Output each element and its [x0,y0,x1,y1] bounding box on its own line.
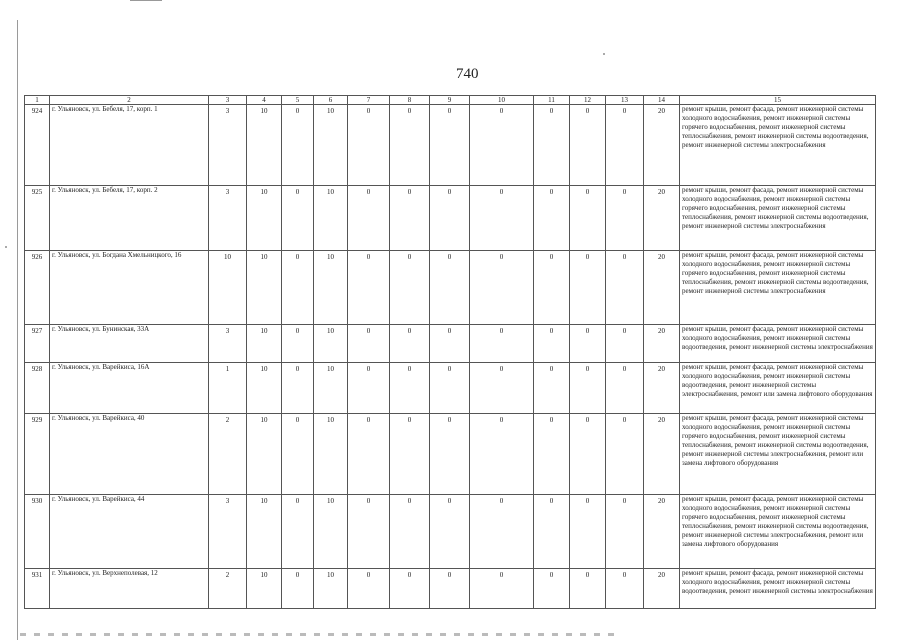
address-cell: г. Ульяновск, ул. Бебеля, 17, корп. 2 [50,186,209,251]
works-cell: ремонт крыши, ремонт фасада, ремонт инженерной системы холодного водоснабжения, ремонт инженерной системы горячего водоснабжения, ремонт инженерной системы теплоснабжения, ремонт инженерной системы водоотведения, ремонт инженерной системы электроснабжения [680,251,876,325]
page-number: 740 [456,66,479,82]
value-cell: 0 [470,325,534,363]
value-cell: 0 [390,105,430,186]
column-header: 9 [430,96,470,105]
value-cell: 0 [282,186,314,251]
works-cell: ремонт крыши, ремонт фасада, ремонт инженерной системы холодного водоснабжения, ремонт инженерной системы горячего водоснабжения, ремонт инженерной системы теплоснабжения, ремонт инженерной системы водоотведения, ремонт инженерной системы электроснабжения, ремонт или замена лифтового оборудования [680,495,876,569]
value-cell: 10 [314,414,348,495]
value-cell: 0 [282,414,314,495]
value-cell: 10 [247,495,282,569]
repair-program-table [24,95,876,609]
value-cell: 2 [209,414,247,495]
value-cell: 0 [348,414,390,495]
value-cell: 10 [247,363,282,414]
scan-speck [5,246,7,248]
column-header: 7 [348,96,390,105]
value-cell: 0 [390,495,430,569]
value-cell: 0 [282,569,314,609]
value-cell: 20 [644,186,680,251]
value-cell: 0 [570,325,606,363]
table-row [25,251,876,325]
value-cell: 0 [470,569,534,609]
column-header: 6 [314,96,348,105]
value-cell: 3 [209,325,247,363]
value-cell: 0 [348,251,390,325]
table-row [25,414,876,495]
value-cell: 20 [644,251,680,325]
value-cell: 10 [247,186,282,251]
value-cell: 10 [314,363,348,414]
value-cell: 1 [209,363,247,414]
address-cell: г. Ульяновск, ул. Варейкиса, 40 [50,414,209,495]
works-cell: ремонт крыши, ремонт фасада, ремонт инженерной системы холодного водоснабжения, ремонт инженерной системы водоотведения, ремонт инженерной системы электроснабжения [680,569,876,609]
address-cell: г. Ульяновск, ул. Варейкиса, 44 [50,495,209,569]
scan-speck [603,53,605,55]
value-cell: 10 [314,495,348,569]
column-header: 15 [680,96,876,105]
row-number-cell: 930 [25,495,50,569]
works-cell: ремонт крыши, ремонт фасада, ремонт инженерной системы холодного водоснабжения, ремонт инженерной системы водоотведения, ремонт инженерной системы электроснабжения, ремонт или замена лифтового оборудования [680,363,876,414]
value-cell: 0 [534,363,570,414]
table-row [25,495,876,569]
value-cell: 0 [282,363,314,414]
column-header: 8 [390,96,430,105]
column-header: 13 [606,96,644,105]
works-cell: ремонт крыши, ремонт фасада, ремонт инженерной системы холодного водоснабжения, ремонт инженерной системы горячего водоснабжения, ремонт инженерной системы теплоснабжения, ремонт инженерной системы водоотведения, ремонт инженерной системы электроснабжения, ремонт или замена лифтового оборудования [680,414,876,495]
value-cell: 20 [644,569,680,609]
value-cell: 10 [247,414,282,495]
value-cell: 10 [247,251,282,325]
column-header: 5 [282,96,314,105]
value-cell: 0 [390,251,430,325]
value-cell: 3 [209,186,247,251]
value-cell: 10 [247,325,282,363]
column-header: 4 [247,96,282,105]
value-cell: 20 [644,495,680,569]
value-cell: 0 [606,414,644,495]
value-cell: 0 [282,105,314,186]
value-cell: 0 [606,186,644,251]
value-cell: 10 [314,186,348,251]
value-cell: 0 [430,414,470,495]
value-cell: 0 [534,414,570,495]
value-cell: 0 [470,105,534,186]
value-cell: 3 [209,495,247,569]
value-cell: 0 [430,363,470,414]
value-cell: 0 [606,251,644,325]
row-number-cell: 928 [25,363,50,414]
value-cell: 10 [209,251,247,325]
column-header: 14 [644,96,680,105]
value-cell: 0 [430,495,470,569]
value-cell: 0 [570,251,606,325]
value-cell: 10 [314,251,348,325]
value-cell: 0 [534,569,570,609]
value-cell: 0 [348,186,390,251]
value-cell: 0 [606,325,644,363]
row-number-cell: 925 [25,186,50,251]
value-cell: 0 [570,414,606,495]
table-row [25,363,876,414]
value-cell: 0 [534,495,570,569]
value-cell: 0 [430,105,470,186]
scan-edge-artifact [20,633,620,636]
column-header: 1 [25,96,50,105]
value-cell: 20 [644,105,680,186]
column-header: 11 [534,96,570,105]
address-cell: г. Ульяновск, ул. Варейкиса, 16А [50,363,209,414]
column-number-row [25,96,876,105]
value-cell: 0 [570,569,606,609]
value-cell: 20 [644,325,680,363]
value-cell: 0 [390,363,430,414]
scan-mark [130,0,162,1]
column-header: 10 [470,96,534,105]
value-cell: 0 [606,495,644,569]
value-cell: 2 [209,569,247,609]
value-cell: 0 [606,105,644,186]
value-cell: 0 [570,105,606,186]
value-cell: 3 [209,105,247,186]
column-header: 2 [50,96,209,105]
row-number-cell: 924 [25,105,50,186]
value-cell: 0 [534,186,570,251]
works-cell: ремонт крыши, ремонт фасада, ремонт инженерной системы холодного водоснабжения, ремонт инженерной системы водоотведения, ремонт инженерной системы электроснабжения [680,325,876,363]
value-cell: 0 [348,363,390,414]
value-cell: 0 [282,251,314,325]
value-cell: 0 [570,495,606,569]
value-cell: 0 [348,495,390,569]
value-cell: 0 [534,251,570,325]
value-cell: 10 [314,569,348,609]
value-cell: 0 [390,569,430,609]
value-cell: 0 [606,363,644,414]
value-cell: 20 [644,363,680,414]
value-cell: 10 [247,105,282,186]
address-cell: г. Ульяновск, ул. Верхнеполевая, 12 [50,569,209,609]
value-cell: 20 [644,414,680,495]
value-cell: 0 [534,105,570,186]
address-cell: г. Ульяновск, ул. Бунинская, 33А [50,325,209,363]
value-cell: 0 [430,251,470,325]
table-row [25,186,876,251]
value-cell: 0 [390,414,430,495]
value-cell: 0 [470,186,534,251]
value-cell: 0 [348,325,390,363]
value-cell: 10 [314,325,348,363]
row-number-cell: 931 [25,569,50,609]
binding-margin-line [17,20,18,640]
works-cell: ремонт крыши, ремонт фасада, ремонт инженерной системы холодного водоснабжения, ремонт инженерной системы горячего водоснабжения, ремонт инженерной системы теплоснабжения, ремонт инженерной системы водоотведения, ремонт инженерной системы электроснабжения [680,105,876,186]
value-cell: 0 [470,495,534,569]
table-row [25,325,876,363]
address-cell: г. Ульяновск, ул. Богдана Хмельницкого, 16 [50,251,209,325]
value-cell: 0 [282,495,314,569]
table-body [25,105,876,609]
value-cell: 10 [314,105,348,186]
column-header: 3 [209,96,247,105]
value-cell: 0 [348,569,390,609]
value-cell: 0 [282,325,314,363]
works-cell: ремонт крыши, ремонт фасада, ремонт инженерной системы холодного водоснабжения, ремонт инженерной системы горячего водоснабжения, ремонт инженерной системы теплоснабжения, ремонт инженерной системы водоотведения, ремонт инженерной системы электроснабжения [680,186,876,251]
table-row [25,105,876,186]
value-cell: 0 [470,414,534,495]
value-cell: 0 [430,325,470,363]
value-cell: 0 [570,363,606,414]
row-number-cell: 926 [25,251,50,325]
value-cell: 10 [247,569,282,609]
value-cell: 0 [470,251,534,325]
value-cell: 0 [606,569,644,609]
value-cell: 0 [430,569,470,609]
row-number-cell: 927 [25,325,50,363]
value-cell: 0 [570,186,606,251]
value-cell: 0 [348,105,390,186]
address-cell: г. Ульяновск, ул. Бебеля, 17, корп. 1 [50,105,209,186]
value-cell: 0 [470,363,534,414]
value-cell: 0 [390,325,430,363]
value-cell: 0 [390,186,430,251]
value-cell: 0 [430,186,470,251]
table-row [25,569,876,609]
column-header: 12 [570,96,606,105]
value-cell: 0 [534,325,570,363]
row-number-cell: 929 [25,414,50,495]
